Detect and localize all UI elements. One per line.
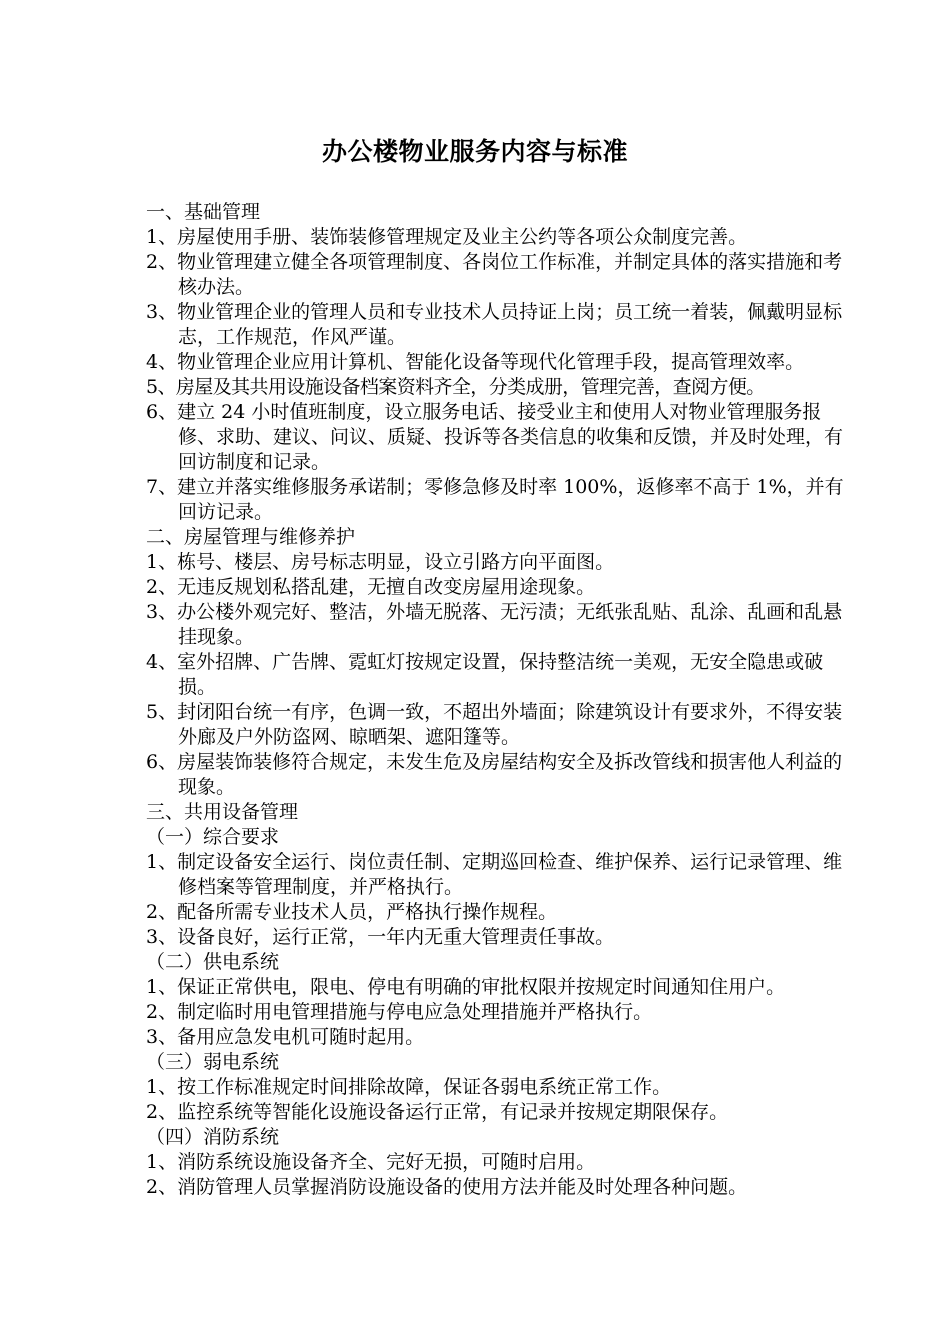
list-item: 2、无违反规划私搭乱建，无擅自改变房屋用途现象。 [146, 576, 596, 598]
list-item: 2、物业管理建立健全各项管理制度、各岗位工作标准，并制定具体的落实措施和考核办法。 [146, 251, 843, 298]
list-item: 3、物业管理企业的管理人员和专业技术人员持证上岗；员工统一着装，佩戴明显标志，工作规范，作风严谨。 [146, 301, 843, 348]
list-item: 1、房屋使用手册、装饰装修管理规定及业主公约等各项公众制度完善。 [146, 226, 748, 248]
section-heading-building-maintenance: 二、房屋管理与维修养护 [146, 526, 356, 548]
section-heading-basic-management: 一、基础管理 [146, 201, 261, 223]
document-title: 办公楼物业服务内容与标准 [321, 137, 628, 166]
list-item: 1、保证正常供电，限电、停电有明确的审批权限并按规定时间通知住用户。 [146, 976, 786, 998]
list-item: 1、消防系统设施设备齐全、完好无损，可随时启用。 [146, 1151, 596, 1173]
list-item: 5、房屋及其共用设施设备档案资料齐全，分类成册，管理完善，查阅方便。 [146, 376, 765, 398]
subsection-heading-power-supply: （二）供电系统 [146, 951, 280, 973]
list-item: 3、备用应急发电机可随时起用。 [146, 1026, 425, 1048]
subsection-heading-fire-protection: （四）消防系统 [146, 1126, 280, 1148]
list-item: 6、建立 24 小时值班制度，设立服务电话、接受业主和使用人对物业管理服务报修、求助、建议、问议、质疑、投诉等各类信息的收集和反馈，并及时处理，有回访制度和记录。 [146, 401, 844, 473]
list-item: 4、室外招牌、广告牌、霓虹灯按规定设置，保持整洁统一美观，无安全隐患或破损。 [146, 651, 824, 698]
section-heading-shared-equipment: 三、共用设备管理 [146, 801, 299, 823]
list-item: 2、制定临时用电管理措施与停电应急处理措施并严格执行。 [146, 1001, 653, 1023]
subsection-heading-general-requirements: （一）综合要求 [146, 826, 280, 848]
list-item: 2、监控系统等智能化设施设备运行正常，有记录并按规定期限保存。 [146, 1101, 729, 1123]
list-item: 2、消防管理人员掌握消防设施设备的使用方法并能及时处理各种问题。 [146, 1176, 748, 1198]
subsection-heading-low-voltage: （三）弱电系统 [146, 1051, 280, 1073]
list-item: 3、办公楼外观完好、整洁，外墙无脱落、无污渍；无纸张乱贴、乱涂、乱画和乱悬挂现象。 [146, 601, 843, 648]
list-item: 1、栋号、楼层、房号标志明显，设立引路方向平面图。 [146, 551, 615, 573]
list-item: 7、建立并落实维修服务承诺制；零修急修及时率 100%，返修率不高于 1%，并有回访记录。 [146, 476, 844, 523]
list-item: 1、制定设备安全运行、岗位责任制、定期巡回检查、维护保养、运行记录管理、维修档案等管理制度，并严格执行。 [146, 851, 843, 898]
list-item: 5、封闭阳台统一有序，色调一致，不超出外墙面；除建筑设计有要求外，不得安装外廊及户外防盗网、晾晒架、遮阳篷等。 [146, 701, 843, 748]
list-item: 6、房屋装饰装修符合规定，未发生危及房屋结构安全及拆改管线和损害他人利益的现象。 [146, 751, 843, 798]
list-item: 1、按工作标准规定时间排除故障，保证各弱电系统正常工作。 [146, 1076, 672, 1098]
list-item: 4、物业管理企业应用计算机、智能化设备等现代化管理手段，提高管理效率。 [146, 351, 805, 373]
list-item: 3、设备良好，运行正常，一年内无重大管理责任事故。 [146, 926, 615, 948]
document-body [146, 200, 846, 1200]
list-item: 2、配备所需专业技术人员，严格执行操作规程。 [146, 901, 558, 923]
